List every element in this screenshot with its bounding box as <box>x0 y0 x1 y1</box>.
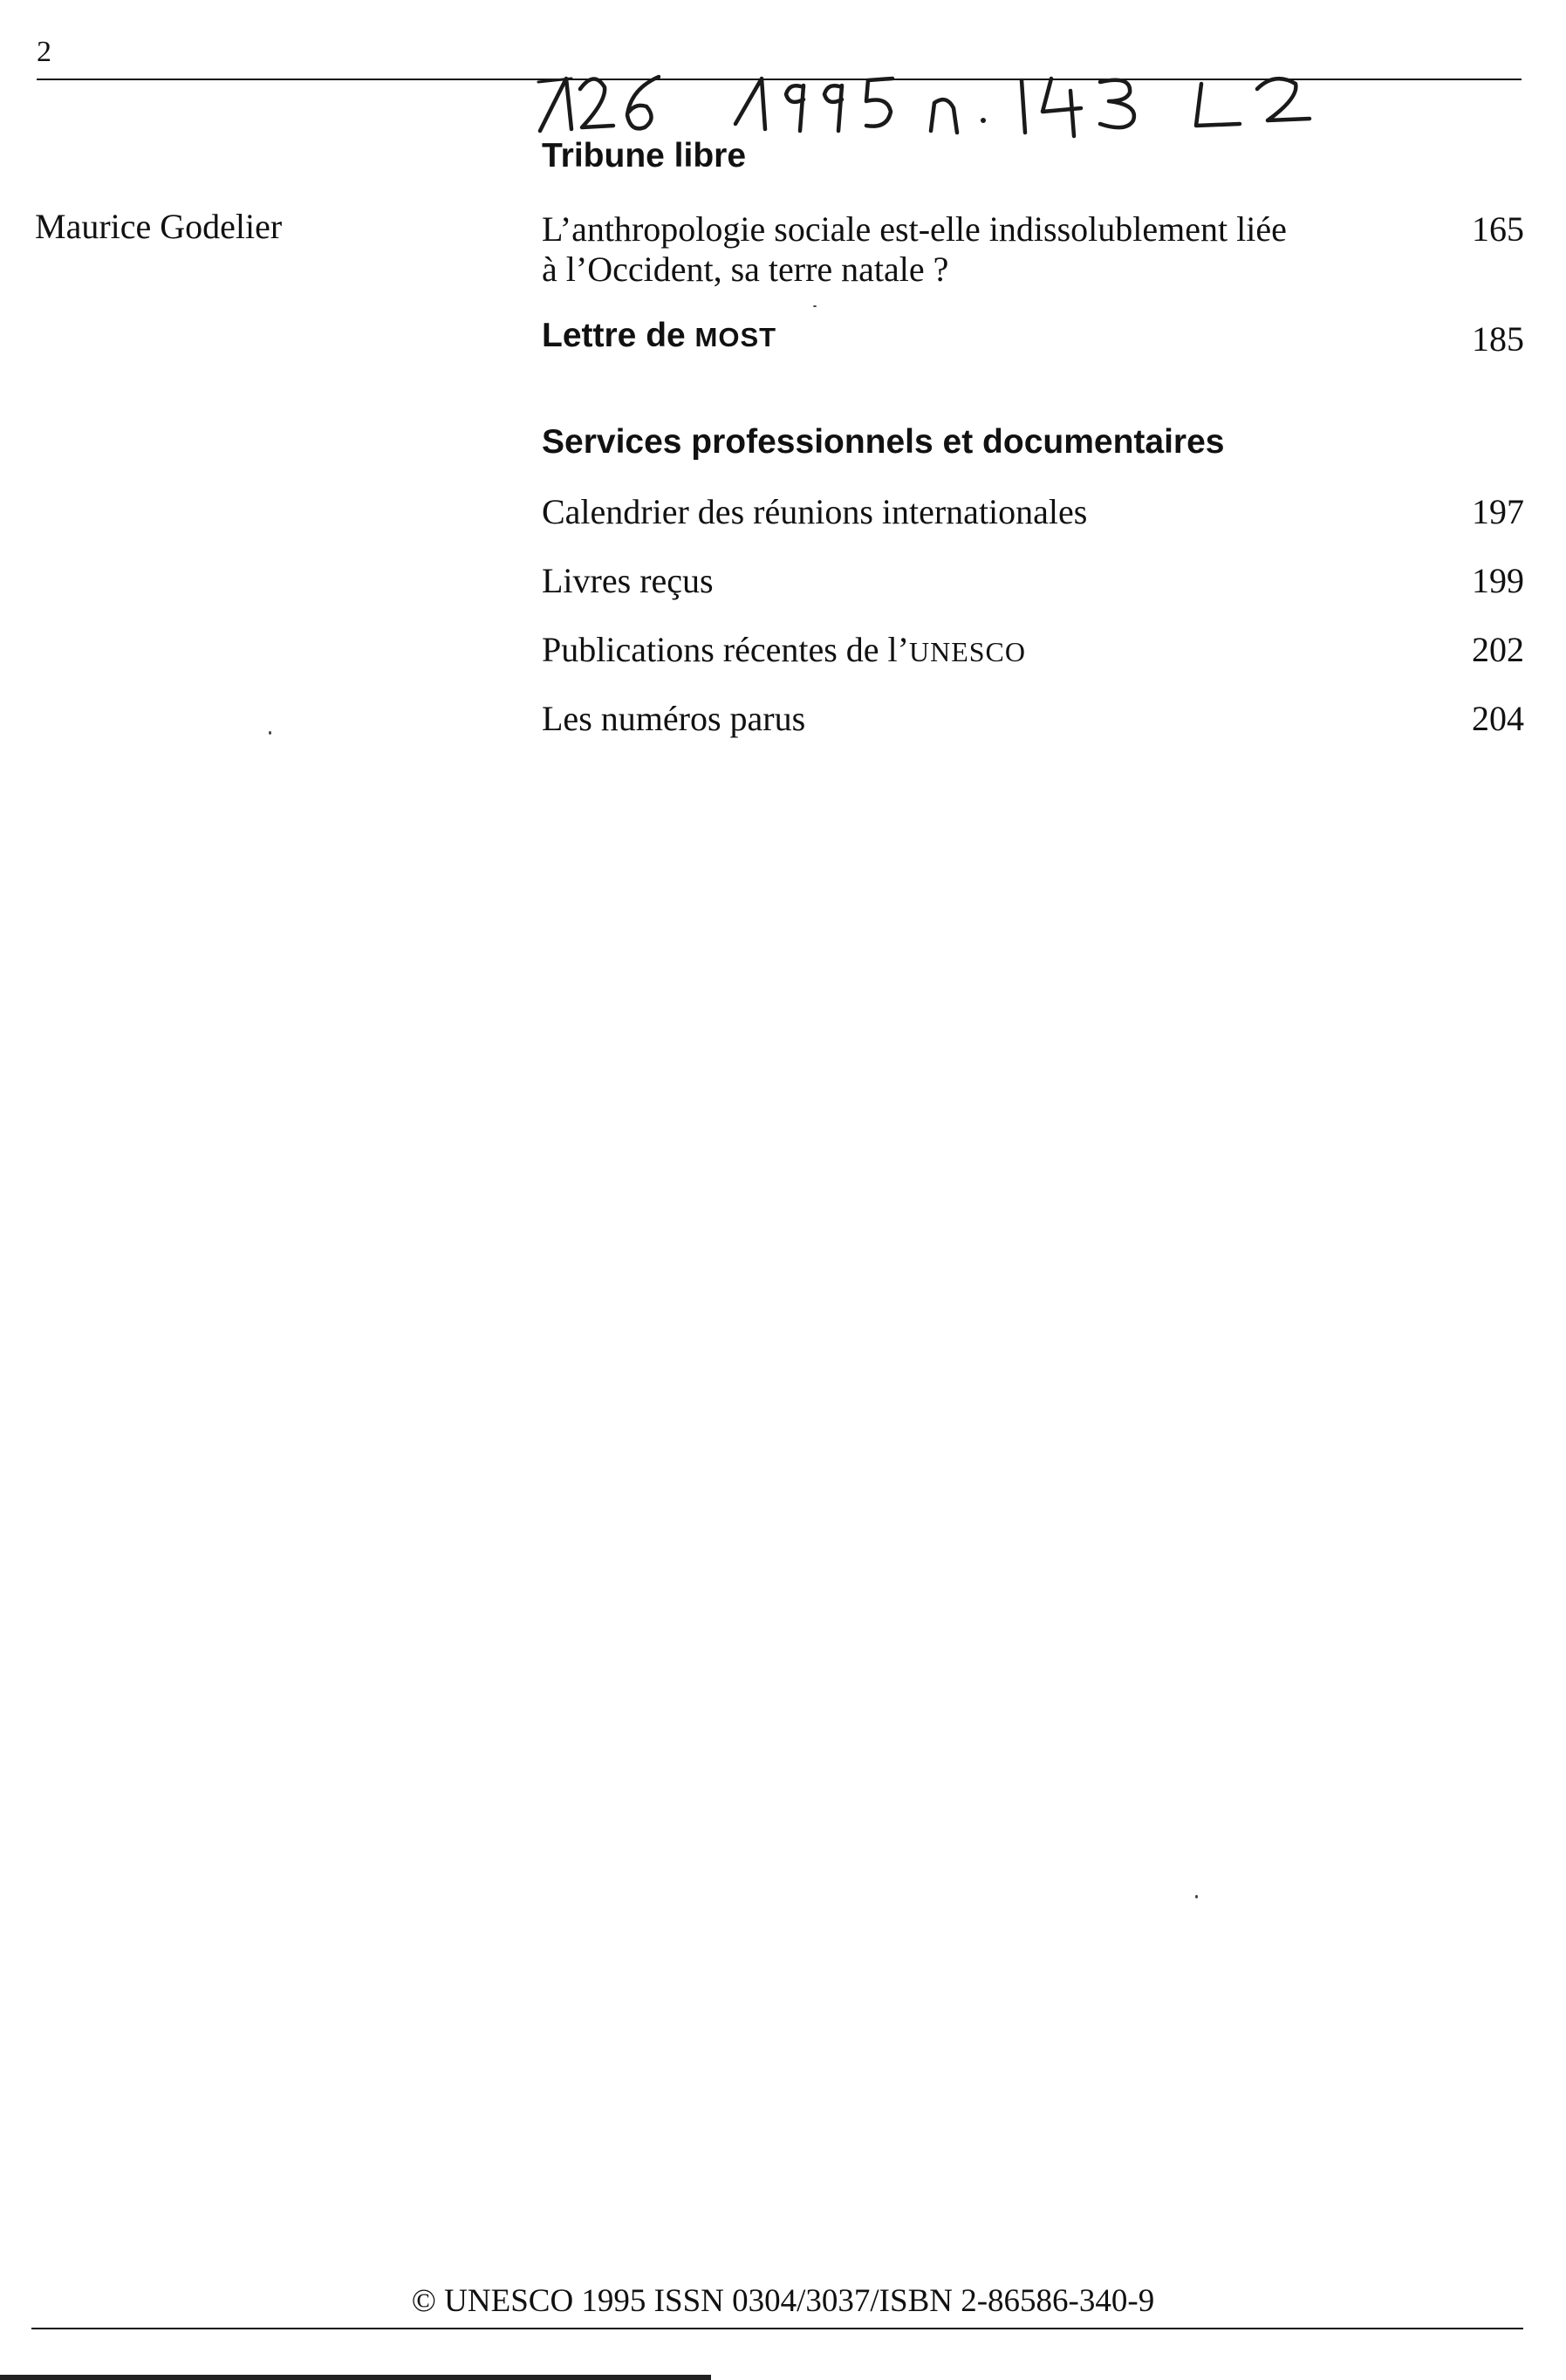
services-entry-title-prefix: Publications récentes de l’ <box>542 630 909 669</box>
article-title-line-1: L’anthropologie sociale est-elle indissolublement liée <box>542 209 1287 249</box>
services-entry-title-unesco: UNESCO <box>908 636 1026 667</box>
handwritten-note <box>537 63 1357 143</box>
page-number: 2 <box>37 36 51 68</box>
bottom-rule <box>31 2328 1523 2329</box>
copyright-line: © UNESCO 1995 ISSN 0304/3037/ISBN 2-86586-340-9 <box>411 2283 1155 2319</box>
services-entry-page: 204 <box>1472 699 1524 738</box>
services-entry-page: 202 <box>1472 630 1524 669</box>
lettre-heading-prefix: Lettre de <box>542 317 695 354</box>
section-heading-lettre <box>542 316 776 358</box>
scan-edge <box>0 2375 711 2380</box>
article-title-line-2: à l’Occident, sa terre natale ? <box>542 250 949 289</box>
scan-speck <box>1195 1895 1198 1898</box>
services-entry-title: Livres reçus <box>542 561 714 600</box>
article-title <box>542 209 1432 290</box>
section-heading-services: Services professionnels et documentaires <box>542 423 1225 461</box>
section-heading-tribune: Tribune libre <box>542 137 747 174</box>
scan-speck <box>269 731 271 735</box>
services-entry-title: Calendrier des réunions internationales <box>542 492 1088 531</box>
services-entry-page: 197 <box>1472 492 1524 531</box>
author-name: Maurice Godelier <box>35 207 283 246</box>
scan-speck <box>813 305 817 307</box>
handwritten-note-drawing <box>537 63 1357 143</box>
article-page-number: 165 <box>1472 209 1524 249</box>
services-entry-title <box>542 630 1432 672</box>
lettre-heading-most: MOST <box>694 322 777 352</box>
services-entry-title: Les numéros parus <box>542 699 806 738</box>
services-entry-page: 199 <box>1472 561 1524 600</box>
lettre-page-number: 185 <box>1472 319 1524 359</box>
